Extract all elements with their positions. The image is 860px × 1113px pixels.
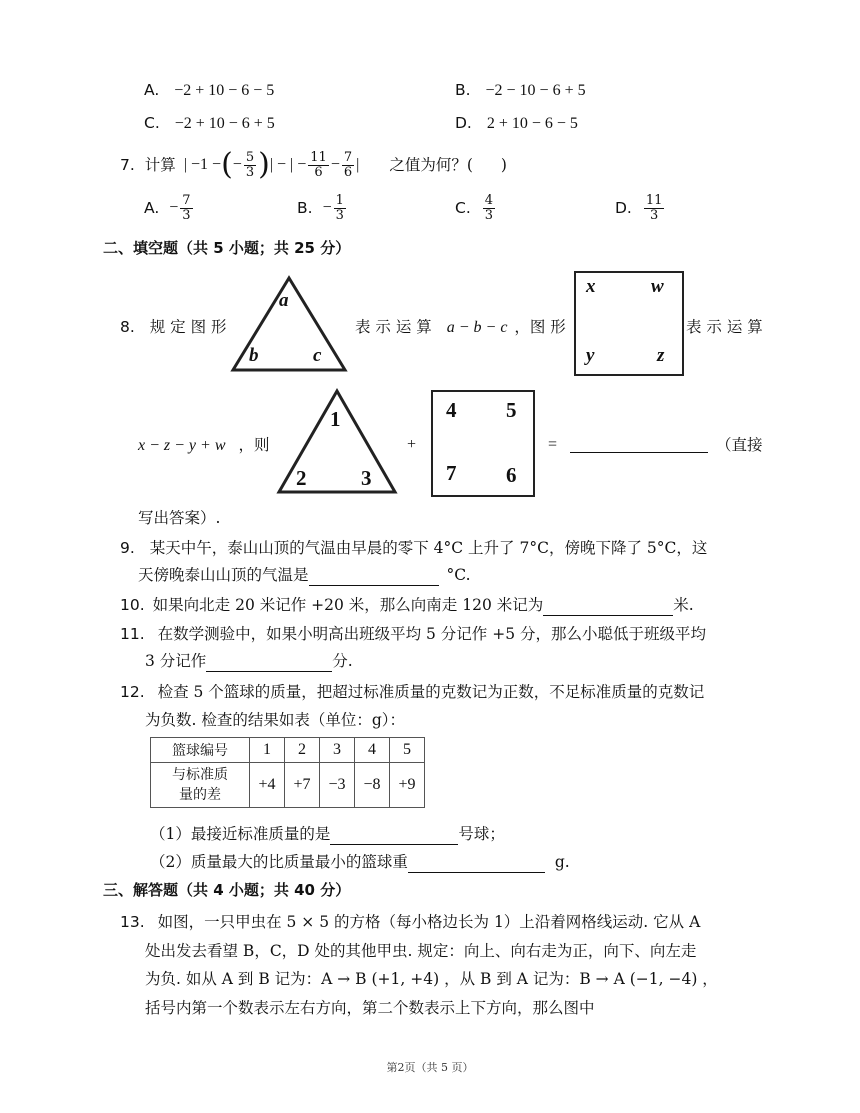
q8-tail-2: 写出答案）. <box>138 509 221 527</box>
q7-option-b: B. − $\frac{1}{3}$ <box>297 192 344 223</box>
square-label-w: w <box>651 276 664 297</box>
equals-sign: = <box>548 436 558 453</box>
q12-data-table <box>150 737 425 808</box>
q7-fraction-2: $\frac{11}{6}$ <box>310 149 327 180</box>
q7-fraction-3: $\frac{7}{6}$ <box>343 149 353 180</box>
question-11-line-2: 3 分记作 分. <box>145 652 353 670</box>
q12-sub-1: （1）最接近标准质量的是 号球； <box>150 825 505 843</box>
q8-tail: （直接 <box>716 436 763 454</box>
q9-answer-blank[interactable] <box>309 569 439 586</box>
q11-answer-blank[interactable] <box>206 655 332 672</box>
table-row: 与标准质 量的差 +4 +7 −3 −8 +9 <box>151 763 425 808</box>
square-number-bl: 7 <box>446 461 457 485</box>
plus-sign: + <box>407 436 417 453</box>
triangle-123-figure <box>276 388 398 495</box>
section-2-heading: 二、填空题（共 5 小题；共 25 分） <box>103 239 351 257</box>
q7-option-a: A. − $\frac{7}{3}$ <box>144 192 191 223</box>
square-number-tl: 4 <box>446 398 457 422</box>
question-9-line-2: 天傍晚泰山山顶的气温是 °C. <box>138 566 471 584</box>
q6-option-a: A. −2 + 10 − 6 − 5 <box>144 81 275 99</box>
q12-sub-2: （2）质量最大的比质量最小的篮球重 g. <box>150 853 570 871</box>
q7-option-d: D. $\frac{11}{3}$ <box>615 192 663 223</box>
square-number-tr: 5 <box>506 398 517 422</box>
q6-option-b: B. −2 − 10 − 6 + 5 <box>455 81 586 99</box>
question-9-line-1: 9. 某天中午，泰山山顶的气温由早晨的零下 4°C 上升了 7°C，傍晚下降了 5°C，这 <box>120 539 708 557</box>
question-12-line-2: 为负数. 检查的结果如表（单位：g）： <box>145 711 406 729</box>
q8-op2: x − z − y + w ，则 <box>138 436 270 454</box>
q7-fraction-1: $\frac{5}{3}$ <box>245 149 255 180</box>
q8-number: 8. 规 定 图 形 <box>120 318 227 336</box>
triangle-abc-figure <box>230 275 348 373</box>
square-label-x: x <box>586 276 596 297</box>
triangle-label-a: a <box>279 290 289 311</box>
triangle-label-b: b <box>249 345 259 366</box>
q12-sub1-answer-blank[interactable] <box>330 828 458 845</box>
q8-text-2: 表 示 运 算 a − b − c ，图 形 <box>355 318 566 336</box>
triangle-label-c: c <box>313 345 322 366</box>
triangle-number-left: 2 <box>296 466 307 490</box>
table-header-row: 篮球编号 1 2 3 4 5 <box>151 738 425 763</box>
question-13-line-3: 为负. 如从 A 到 B 记为：A → B (+1, +4) ，从 B 到 A 记为：B → A (−1, −4) ， <box>145 970 718 988</box>
q6-option-d: D. 2 + 10 − 6 − 5 <box>455 114 578 132</box>
q6-option-c: C. −2 + 10 − 6 + 5 <box>144 114 275 132</box>
section-3-heading: 三、解答题（共 4 小题；共 40 分） <box>103 881 351 899</box>
question-7: 7. 计算 | −1 − ( − $\frac{5}{3}$ ) | − | − $\frac{11}{6}$ − $\frac{7}{6}$ | 之值为何？( ) <box>120 147 507 182</box>
square-label-y: y <box>586 345 595 366</box>
square-label-z: z <box>657 345 665 366</box>
square-number-br: 6 <box>506 463 517 487</box>
question-13-line-4: 括号内第一个数表示左右方向，第二个数表示上下方向，那么图中 <box>145 999 595 1017</box>
triangle-number-top: 1 <box>330 407 341 431</box>
question-10: 10. 如果向北走 20 米记作 +20 米，那么向南走 120 米记为 米. <box>120 596 694 614</box>
triangle-number-right: 3 <box>361 466 372 490</box>
q8-text-4: 表 示 运 算 <box>686 318 763 336</box>
question-12-line-1: 12. 检查 5 个篮球的质量，把超过标准质量的克数记为正数，不足标准质量的克数记 <box>120 683 705 701</box>
question-13-line-2: 处出发去看望 B，C，D 处的其他甲虫. 规定：向上、向右走为正，向下、向左走 <box>145 942 697 960</box>
question-11-line-1: 11. 在数学测验中，如果小明高出班级平均 5 分记作 +5 分，那么小聪低于班级平均 <box>120 625 707 643</box>
q10-answer-blank[interactable] <box>543 599 673 616</box>
q8-answer-blank[interactable] <box>570 436 708 453</box>
page-footer: 第2页（共 5 页） <box>386 1061 474 1074</box>
q12-sub2-answer-blank[interactable] <box>408 856 545 873</box>
question-13-line-1: 13. 如图，一只甲虫在 5 × 5 的方格（每小格边长为 1）上沿着网格线运动. 它从 A <box>120 913 701 931</box>
q7-option-c: C. $\frac{4}{3}$ <box>455 192 494 223</box>
